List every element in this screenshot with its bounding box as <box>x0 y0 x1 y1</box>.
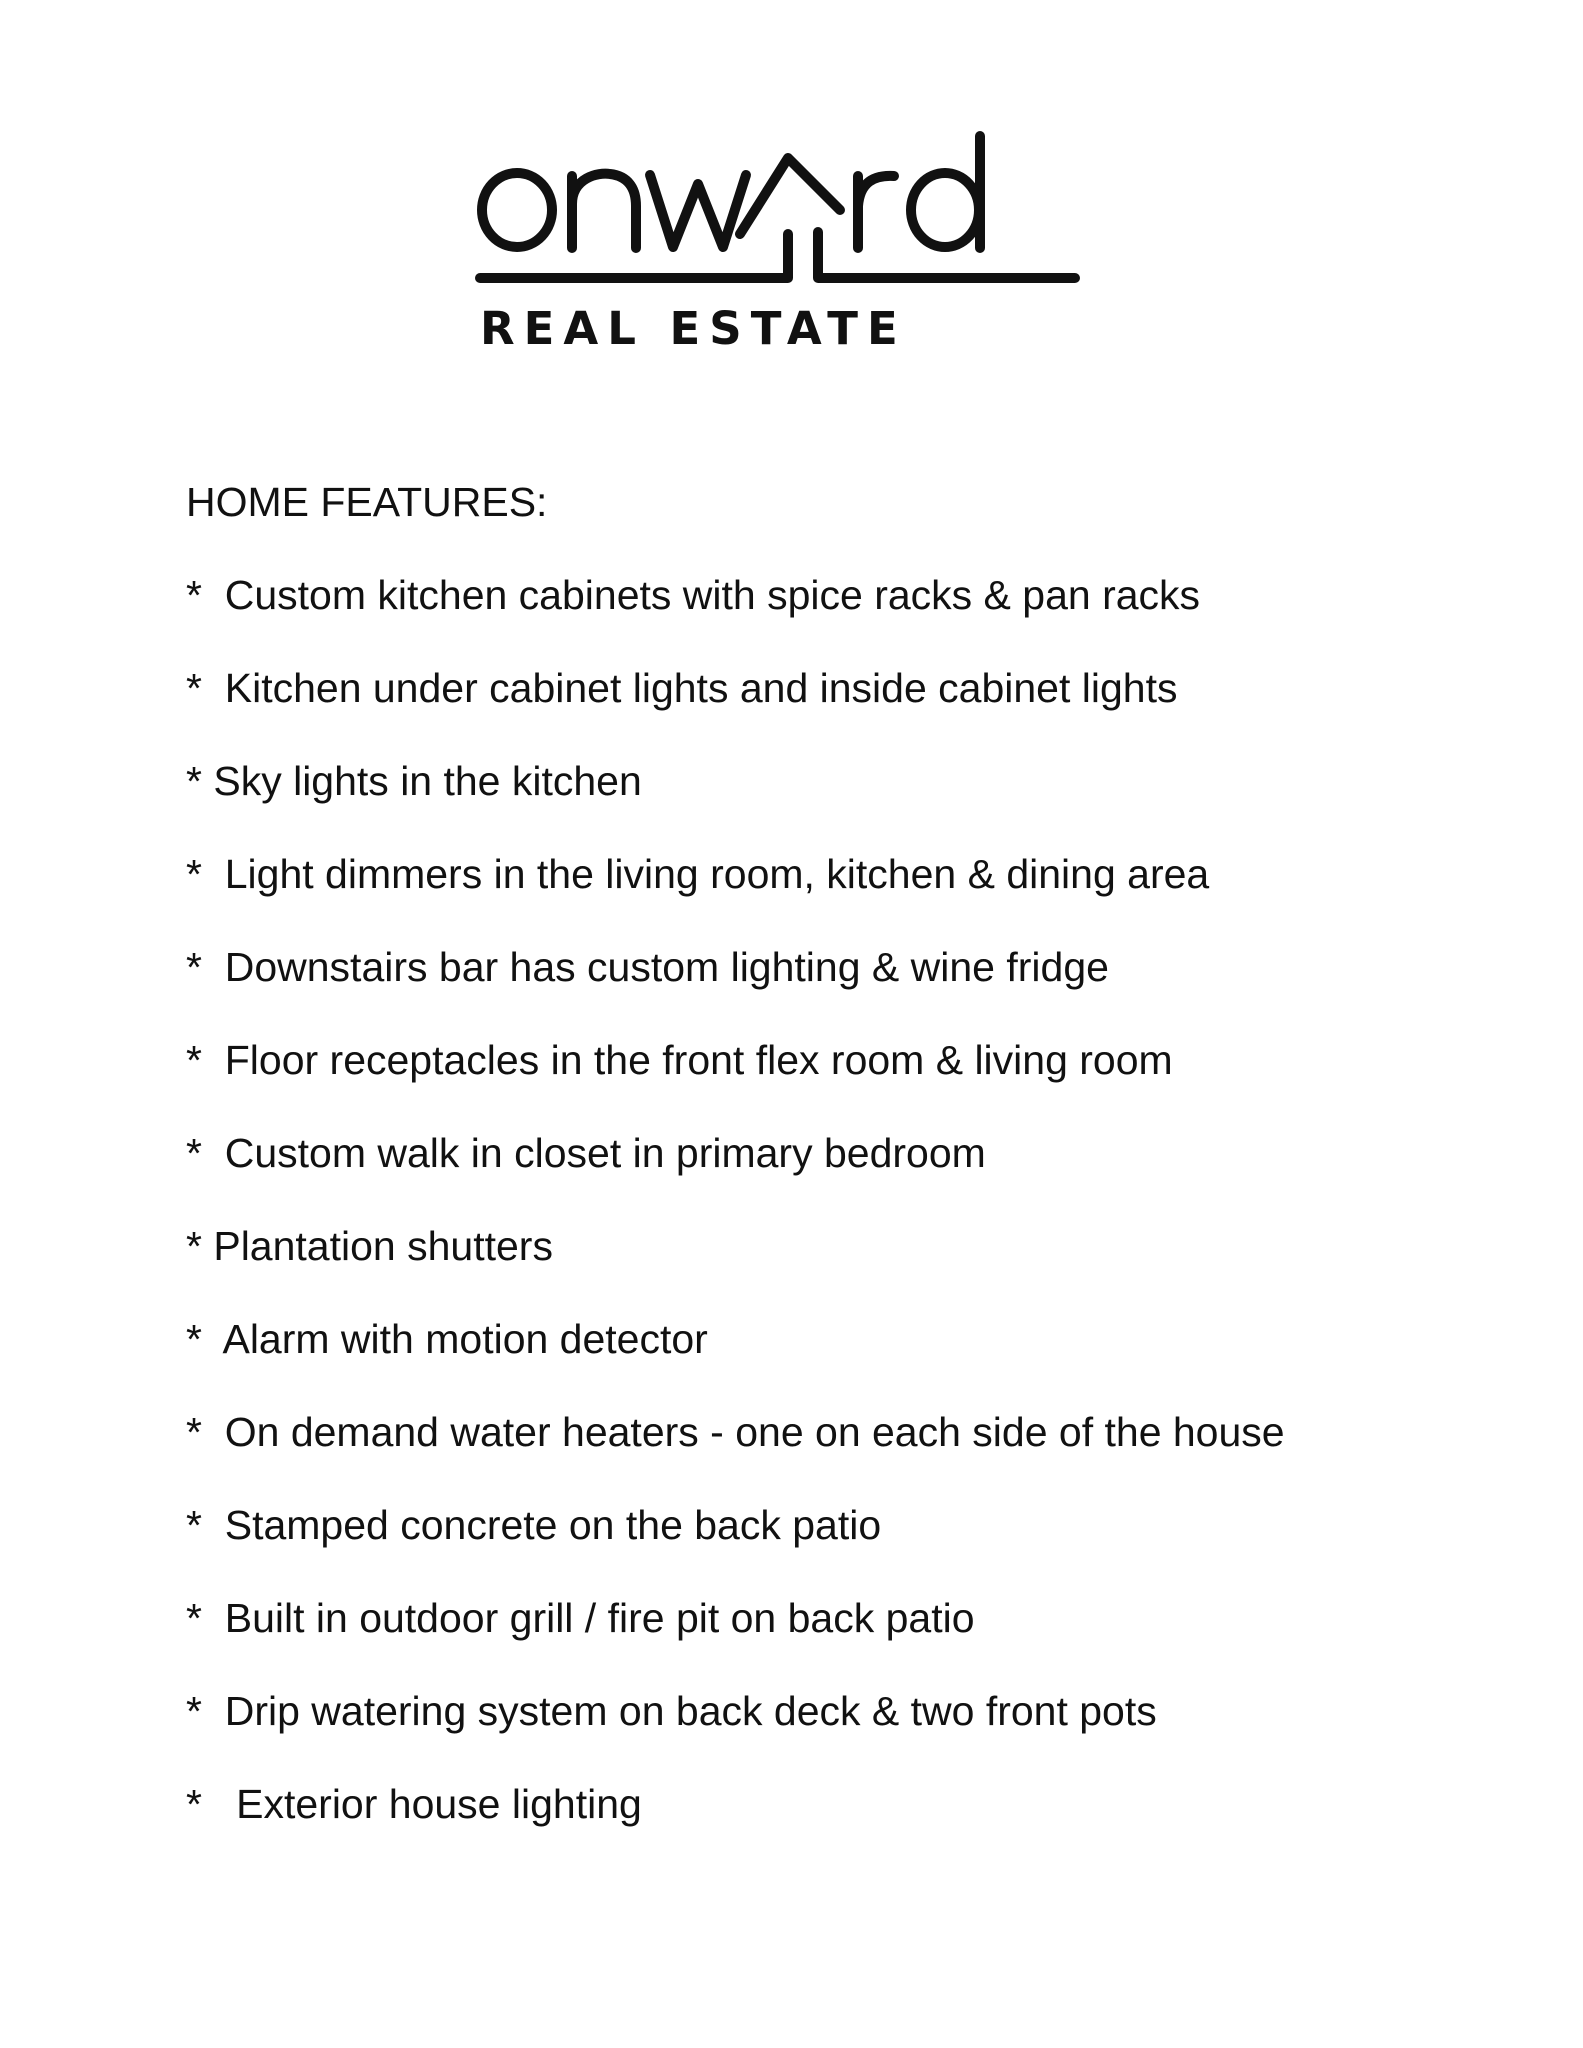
feature-item: * Light dimmers in the living room, kitchen & dining area <box>186 851 1210 897</box>
feature-item: * Exterior house lighting <box>186 1781 642 1827</box>
feature-item: * Sky lights in the kitchen <box>186 758 642 804</box>
feature-item: * Built in outdoor grill / fire pit on back patio <box>186 1595 975 1641</box>
feature-item: * Floor receptacles in the front flex room & living room <box>186 1037 1173 1083</box>
feature-item: * Kitchen under cabinet lights and inside cabinet lights <box>186 665 1178 711</box>
feature-item: * Custom kitchen cabinets with spice racks & pan racks <box>186 572 1201 618</box>
features-section <box>186 478 1486 1873</box>
features-heading: HOME FEATURES: <box>186 479 548 525</box>
feature-item: * Custom walk in closet in primary bedroom <box>186 1130 986 1176</box>
feature-item: * On demand water heaters - one on each side of the house <box>186 1409 1285 1455</box>
logo-subtitle: REAL ESTATE <box>480 302 907 355</box>
onward-logo-mark <box>470 120 1110 300</box>
features-list <box>186 571 1486 1828</box>
feature-item: * Plantation shutters <box>186 1223 553 1269</box>
feature-item: * Stamped concrete on the back patio <box>186 1502 882 1548</box>
feature-item: * Drip watering system on back deck & two front pots <box>186 1688 1157 1734</box>
feature-item: * Downstairs bar has custom lighting & wine fridge <box>186 944 1109 990</box>
feature-item: * Alarm with motion detector <box>186 1316 708 1362</box>
company-logo <box>470 120 1110 370</box>
